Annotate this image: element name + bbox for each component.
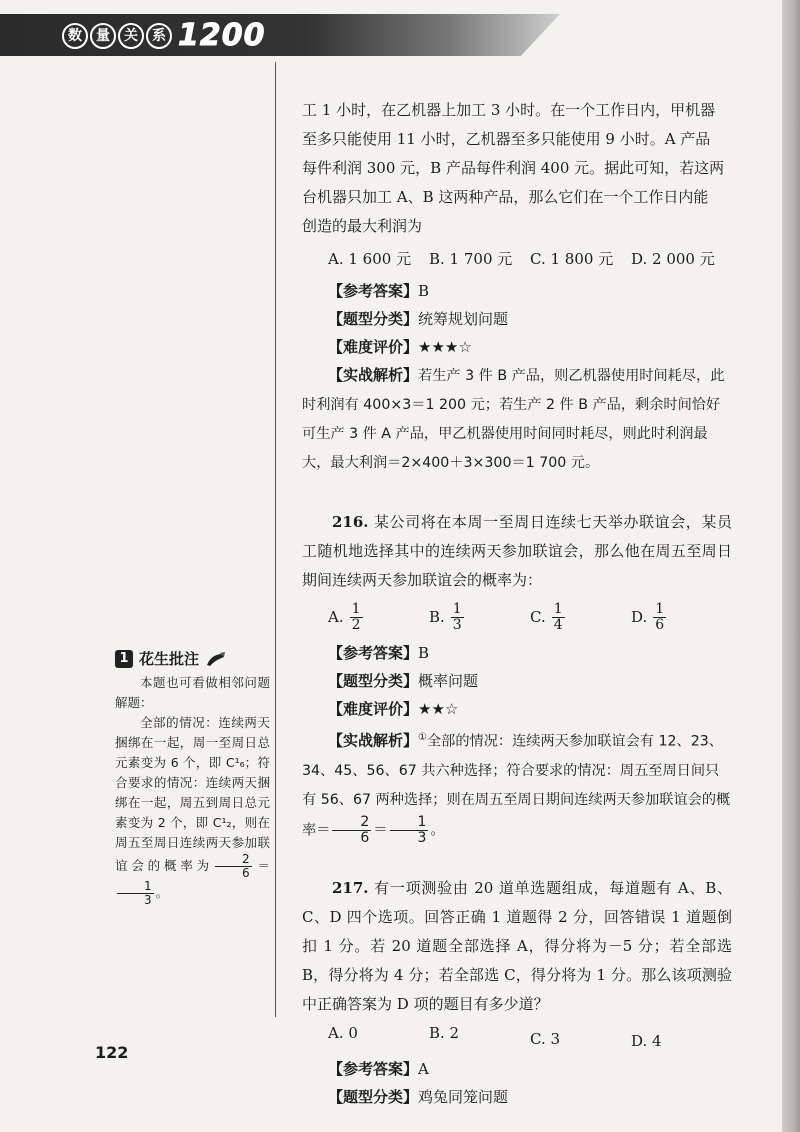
question-215-tail [302,96,732,478]
answer-options [328,245,732,273]
answer-label: 【参考答案】 [328,644,419,662]
option-c: C. 1 800 元 [530,250,614,268]
analysis-block [302,361,732,478]
question-body: 某公司将在本周一至周日连续七天举办联谊会，某员工随机地选择其中的连续两天参加联谊会，那么他在周五至周日期间连续两天参加联谊会的概率为： [302,513,732,589]
answer-value: B [418,644,430,662]
main-column [302,96,732,1111]
option-d [631,597,732,637]
note-result-fraction [215,853,252,880]
answer-label: 【参考答案】 [328,282,419,300]
difficulty-stars: ★★★☆ [418,338,472,356]
option-a: A. 0 [328,1023,358,1042]
difficulty-row [328,695,732,723]
denominator: 3 [452,616,462,633]
type-value: 概率问题 [418,672,479,690]
option-letter: A. [328,608,344,626]
analysis-block: 【实战解析】①全部的情况：连续两天参加联谊会有 12、23、34、45、56、67 共六种选择；符合要求的情况：周五至周日间只有 56、67 两种选择；则在周五至周日期间连续两天参加联谊会的概率＝ $\frac{2}{6}$ ＝ $\frac{1}{3}$ 。 [302,731,731,846]
result-fraction [390,815,429,846]
page-number: 122 [95,1043,129,1062]
result-fraction [332,815,371,846]
type-row [328,305,732,333]
note-body [115,673,270,907]
type-label: 【题型分类】 [328,672,419,690]
answer-options [328,1019,732,1055]
numerator: 1 [390,815,429,831]
series-char: 系 [146,23,172,49]
pen-icon [205,651,227,667]
numerator: 1 [117,880,154,894]
numerator: 1 [655,600,665,617]
answer-row [328,639,732,667]
answer-label: 【参考答案】 [328,1059,419,1078]
note-number-badge: 1 [115,650,133,668]
sidebar-divider [275,62,276,1017]
question-text-line: 每件利润 300 元，B 产品每件利润 400 元。据此可知，若这两 [302,159,725,177]
sidebar-note [115,648,270,907]
option-b: B. 2 [429,1023,460,1042]
type-label: 【题型分类】 [328,310,419,328]
option-letter: B. [429,608,445,626]
type-row [328,1083,732,1111]
analysis-text: 全部的情况：连续两天参加联谊会有 12、23、34、45、56、67 共六种选择；符合要求的情况：周五至周日间只有 56、67 两种选择；则在周五至周日期间连续两天参加联谊会的概率＝ [302,733,731,839]
option-b [429,597,530,637]
note-explanation: 全部的情况：连续两天捆绑在一起，周一至周日总元素变为 6 个，即 C¹₆；符合要求的情况：连续两天捆绑在一起，周五到周日总元素变为 2 个，即 C¹₂，则在周五至周日连续两天参加联谊会的概率为 [115,715,270,873]
denominator: 6 [242,866,250,880]
note-text: 全部的情况：连续两天捆绑在一起，周一至周日总元素变为 6 个，即 C¹₆；符合要求的情况：连续两天捆绑在一起，周五到周日总元素变为 2 个，即 C¹₂，则在周五至周日连续两天参加联谊会的概率为 $\frac{2}{6}$ ＝ $\frac{1}{3}$ 。 [115,715,270,907]
answer-value: A [418,1059,429,1078]
option-fraction [451,602,464,633]
answer-row [328,1055,732,1083]
answer-value: B [418,282,430,300]
difficulty-label: 【难度评价】 [328,338,419,356]
series-title [62,18,266,53]
question-text-line: 至多只能使用 11 小时，乙机器至多只能使用 9 小时。A 产品 [302,130,711,148]
type-row [328,667,732,695]
option-fraction [552,602,565,633]
denominator: 4 [553,616,563,633]
denominator: 3 [417,829,427,846]
option-d: D. 4 [631,1031,662,1050]
type-value: 统筹规划问题 [418,310,509,328]
series-char: 数 [62,23,88,49]
option-letter: D. [631,608,648,626]
option-letter: C. [530,608,546,626]
numerator: 1 [452,600,462,617]
question-number: 216. [332,513,369,531]
question-216 [302,508,732,846]
option-fraction [653,602,666,633]
numerator: 1 [351,600,361,617]
question-number: 217. [332,878,369,897]
question-text-line: 创造的最大利润为 [302,217,423,235]
option-b: B. 1 700 元 [429,250,513,268]
question-text-line: 工 1 小时，在乙机器上加工 3 小时。在一个工作日内，甲机器 [302,101,716,119]
denominator: 3 [144,893,152,907]
note-intro: 本题也可看做相邻问题解题： [115,675,270,710]
difficulty-stars: ★★☆ [418,700,459,718]
page-edge-shadow [782,0,800,1132]
option-c: C. 3 [530,1029,561,1048]
numerator: 2 [332,815,371,831]
note-title: 花生批注 [139,650,200,668]
denominator: 6 [655,616,665,633]
question-text [302,508,732,595]
analysis-label: 【实战解析】 [328,366,419,384]
answer-options [328,595,732,639]
difficulty-row [328,333,732,361]
denominator: 2 [351,616,361,633]
question-body: 有一项测验由 20 道单选题组成，每道题有 A、B、C、D 四个选项。回答正确 1 道题得 2 分，回答错误 1 道题倒扣 1 分。若 20 道题全部选择 A，得分将为－5 分；若全部选 B，得分将为 4 分；若全部选 C，得分将为 1 分。那么该项测验中正确答案为 D 项的题目有多少道？ [302,878,732,1013]
question-text-line: 台机器只加工 A、B 这两种产品，那么它们在一个工作日内能 [302,188,709,206]
option-c [530,597,631,637]
analysis-label: 【实战解析】 [328,731,419,750]
difficulty-label: 【难度评价】 [328,700,419,718]
numerator: 1 [553,600,563,617]
footnote-mark: ① [418,732,427,743]
option-fraction [350,602,363,633]
question-217 [302,874,732,1111]
series-char: 量 [90,23,116,49]
denominator: 6 [360,829,370,846]
question-text [302,874,732,1019]
analysis-text: 若生产 3 件 B 产品，则乙机器使用时间耗尽，此时利润有 400×3＝1 200 元；若生产 2 件 B 产品，剩余时间恰好可生产 3 件 A 产品，甲乙机器使用时间同时耗尽，则此时利润最大，最大利润＝2×400＋3×300＝1 700 元。 [302,368,725,471]
note-header [115,648,270,669]
series-char: 关 [118,23,144,49]
option-a: A. 1 600 元 [328,250,412,268]
option-a [328,597,429,637]
type-value: 鸡兔同笼问题 [418,1087,509,1106]
answer-row [328,277,732,305]
series-number: 1200 [178,18,266,53]
note-result-fraction [117,880,154,907]
type-label: 【题型分类】 [328,1087,419,1106]
option-d: D. 2 000 元 [631,250,715,268]
numerator: 2 [215,853,252,867]
